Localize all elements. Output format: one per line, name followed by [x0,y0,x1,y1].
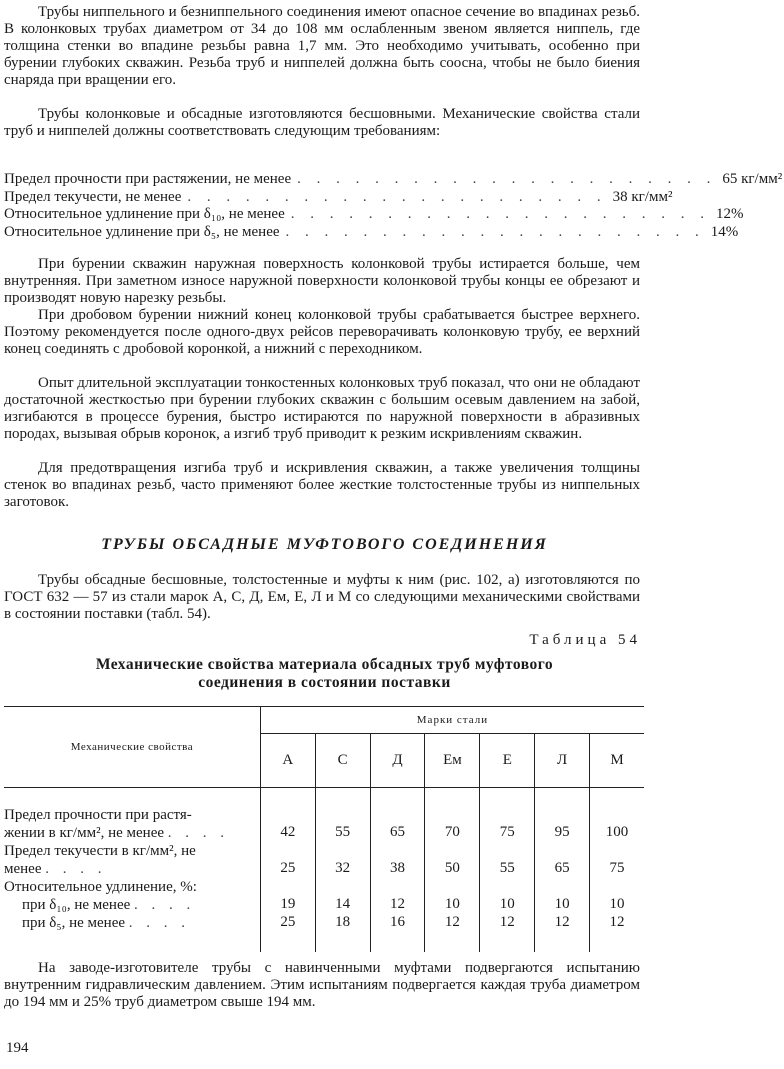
table-cell: 12 [535,914,590,932]
table-cell: 10 [535,896,590,914]
table-row [4,878,644,896]
table-cell: 50 [425,842,480,878]
table-row [4,842,644,878]
paragraph-casing-pipes: Трубы обсадные бесшовные, толстостенные и муфты к ним (рис. 102, а) изготовляются по ГОСТ 632 — 57 из стали марок А, С, Д, Eм, Е, Л и М со следующими механическими свойствами в состоянии поставки (табл. 54). [4,572,640,622]
table-row [4,806,644,842]
property-label: Предел текучести, не менее [4,188,182,205]
table-cell: 75 [480,806,535,842]
property-row [4,206,744,224]
paragraph-mechanical-requirements: Трубы колонковые и обсадные изготовляются бесшовными. Механические свойства стали труб и ниппелей должны соответствовать следующим требованиям: [4,106,640,139]
property-value: 38 кг/мм² [612,188,673,205]
table-cell: 10 [609,895,625,912]
property-label: Предел прочности при растяжении, не менее [4,171,292,187]
mechanical-properties-table [4,706,644,952]
table-cell: 19 [260,896,315,914]
property-row [4,188,673,207]
table-row [4,914,644,932]
table-title-line: Механические свойства материала обсадных труб муфтового [95,656,554,673]
table-cell: 14 [315,896,370,914]
dot-leader: . . . . . . . . . . . . . . . . . . . . . . [297,171,717,187]
table-cell: 25 [260,842,315,878]
row-label: Предел текучести в кг/мм², не менее . . . . [4,842,260,878]
paragraph-wear: При бурении скважин наружная поверхность колонковой трубы истирается больше, чем внутренняя. При заметном износе наружной поверхности колонковой трубы концы ее обрезают и производят новую нарезку резьбы. [4,256,640,306]
grade-header: Д [370,734,425,788]
property-label: Относительное удлинение при δ₁₀, не менее [4,206,285,222]
property-label: Относительное удлинение при δ₅, не менее [4,223,280,240]
grade-header: М [590,734,644,788]
table-cell: 70 [425,806,480,842]
row-label: при δ₅, не менее . . . . [4,914,260,932]
property-row [4,223,739,242]
row-label: Относительное удлинение, %: [4,878,260,896]
table-title-line: соединения в состоянии поставки [198,674,451,691]
table-cell: 38 [370,842,425,878]
paragraph-hydraulic-test: На заводе-изготовителе трубы с навинченными муфтами подвергаются испытанию внутренним гидравлическим давлением. Этим испытаниям подвергается каждая труба диаметром до 194 мм и 25% труб диаметром свыше 194 мм. [4,960,640,1010]
property-value: 14% [710,223,739,240]
table-cell: 42 [260,806,315,842]
grade-header: С [315,734,370,788]
grade-header: Л [535,734,590,788]
table-cell: 32 [315,842,370,878]
property-row [4,171,783,189]
paragraph-shot-drilling: При дробовом бурении нижний конец колонковой трубы срабатывается быстрее верхнего. Поэтому рекомендуется после одного-двух рейсов переворачивать колонковую трубу, ее верхний конец соединять с дробовой коронкой, а нижний с переходником. [4,307,640,357]
table-cell: 12 [425,914,480,932]
table-cell: 95 [535,806,590,842]
table-cell: 18 [315,914,370,932]
table-cell: 10 [480,896,535,914]
table-cell: 25 [260,914,315,932]
table-cell: 16 [370,914,425,932]
property-value: 65 кг/мм² [722,171,783,187]
grade-header: Е [480,734,535,788]
table-cell: 65 [535,842,590,878]
page-number: 194 [6,1040,29,1056]
table-cell: 12 [480,914,535,932]
paragraph-thick-wall: Для предотвращения изгиба труб и искривления скважин, а также увеличения толщины стенок во впадинах резьб, часто применяют более жесткие толстостенные трубы из ниппельных заготовок. [4,460,640,510]
header-properties: Механические свойства [4,707,260,788]
section-heading: ТРУБЫ ОБСАДНЫЕ МУФТОВОГО СОЕДИНЕНИЯ [101,536,548,553]
table-cell: 55 [315,806,370,842]
dot-leader: . . . . . . . . . . . . . . . . . . . . . . [187,188,607,205]
properties-list [4,171,783,241]
row-label: при δ₁₀, не менее . . . . [4,896,260,914]
table-title [0,656,649,692]
table-cell: 100 [605,823,629,840]
header-steel-grades: Марки стали [260,707,644,734]
table-cell: 10 [425,896,480,914]
table-cell: 55 [480,842,535,878]
row-label: Предел прочности при растя- жении в кг/мм², не менее . . . . [4,806,260,842]
paragraph-nipple-joints: Трубы ниппельного и безниппельного соединения имеют опасное сечение во впадинах резьб. В колонковых трубах диаметром от 34 до 108 мм ослабленным звеном является ниппель, где толщина стенки во впадине резьбы равна 1,7 мм. Это необходимо учитывать, особенно при бурении глубоких скважин. Резьба труб и ниппелей должна быть соосна, чтобы не было биения снаряда при вращении его. [4,4,640,88]
table-cell: 12 [609,913,625,930]
table-label: Таблица 54 [529,632,641,648]
grade-header: А [260,734,315,788]
table-row [4,896,644,914]
dot-leader: . . . . . . . . . . . . . . . . . . . . . . [285,223,705,240]
table-cell: 12 [370,896,425,914]
property-value: 12% [716,206,744,222]
dot-leader: . . . . . . . . . . . . . . . . . . . . . . [290,206,710,222]
paragraph-thin-wall-experience: Опыт длительной эксплуатации тонкостенных колонковых труб показал, что они не обладают достаточной жесткостью при бурении глубоких скважин с большим осевым давлением на забой, изгибаются в процессе бурения, быстро истираются по наружной поверхности в абразивных породах, вызывая обрыв коронок, а изгиб труб приводит к резким искривлениям скважин. [4,375,640,442]
grade-header: Eм [425,734,480,788]
table-cell: 65 [370,806,425,842]
table-cell: 75 [609,859,625,876]
